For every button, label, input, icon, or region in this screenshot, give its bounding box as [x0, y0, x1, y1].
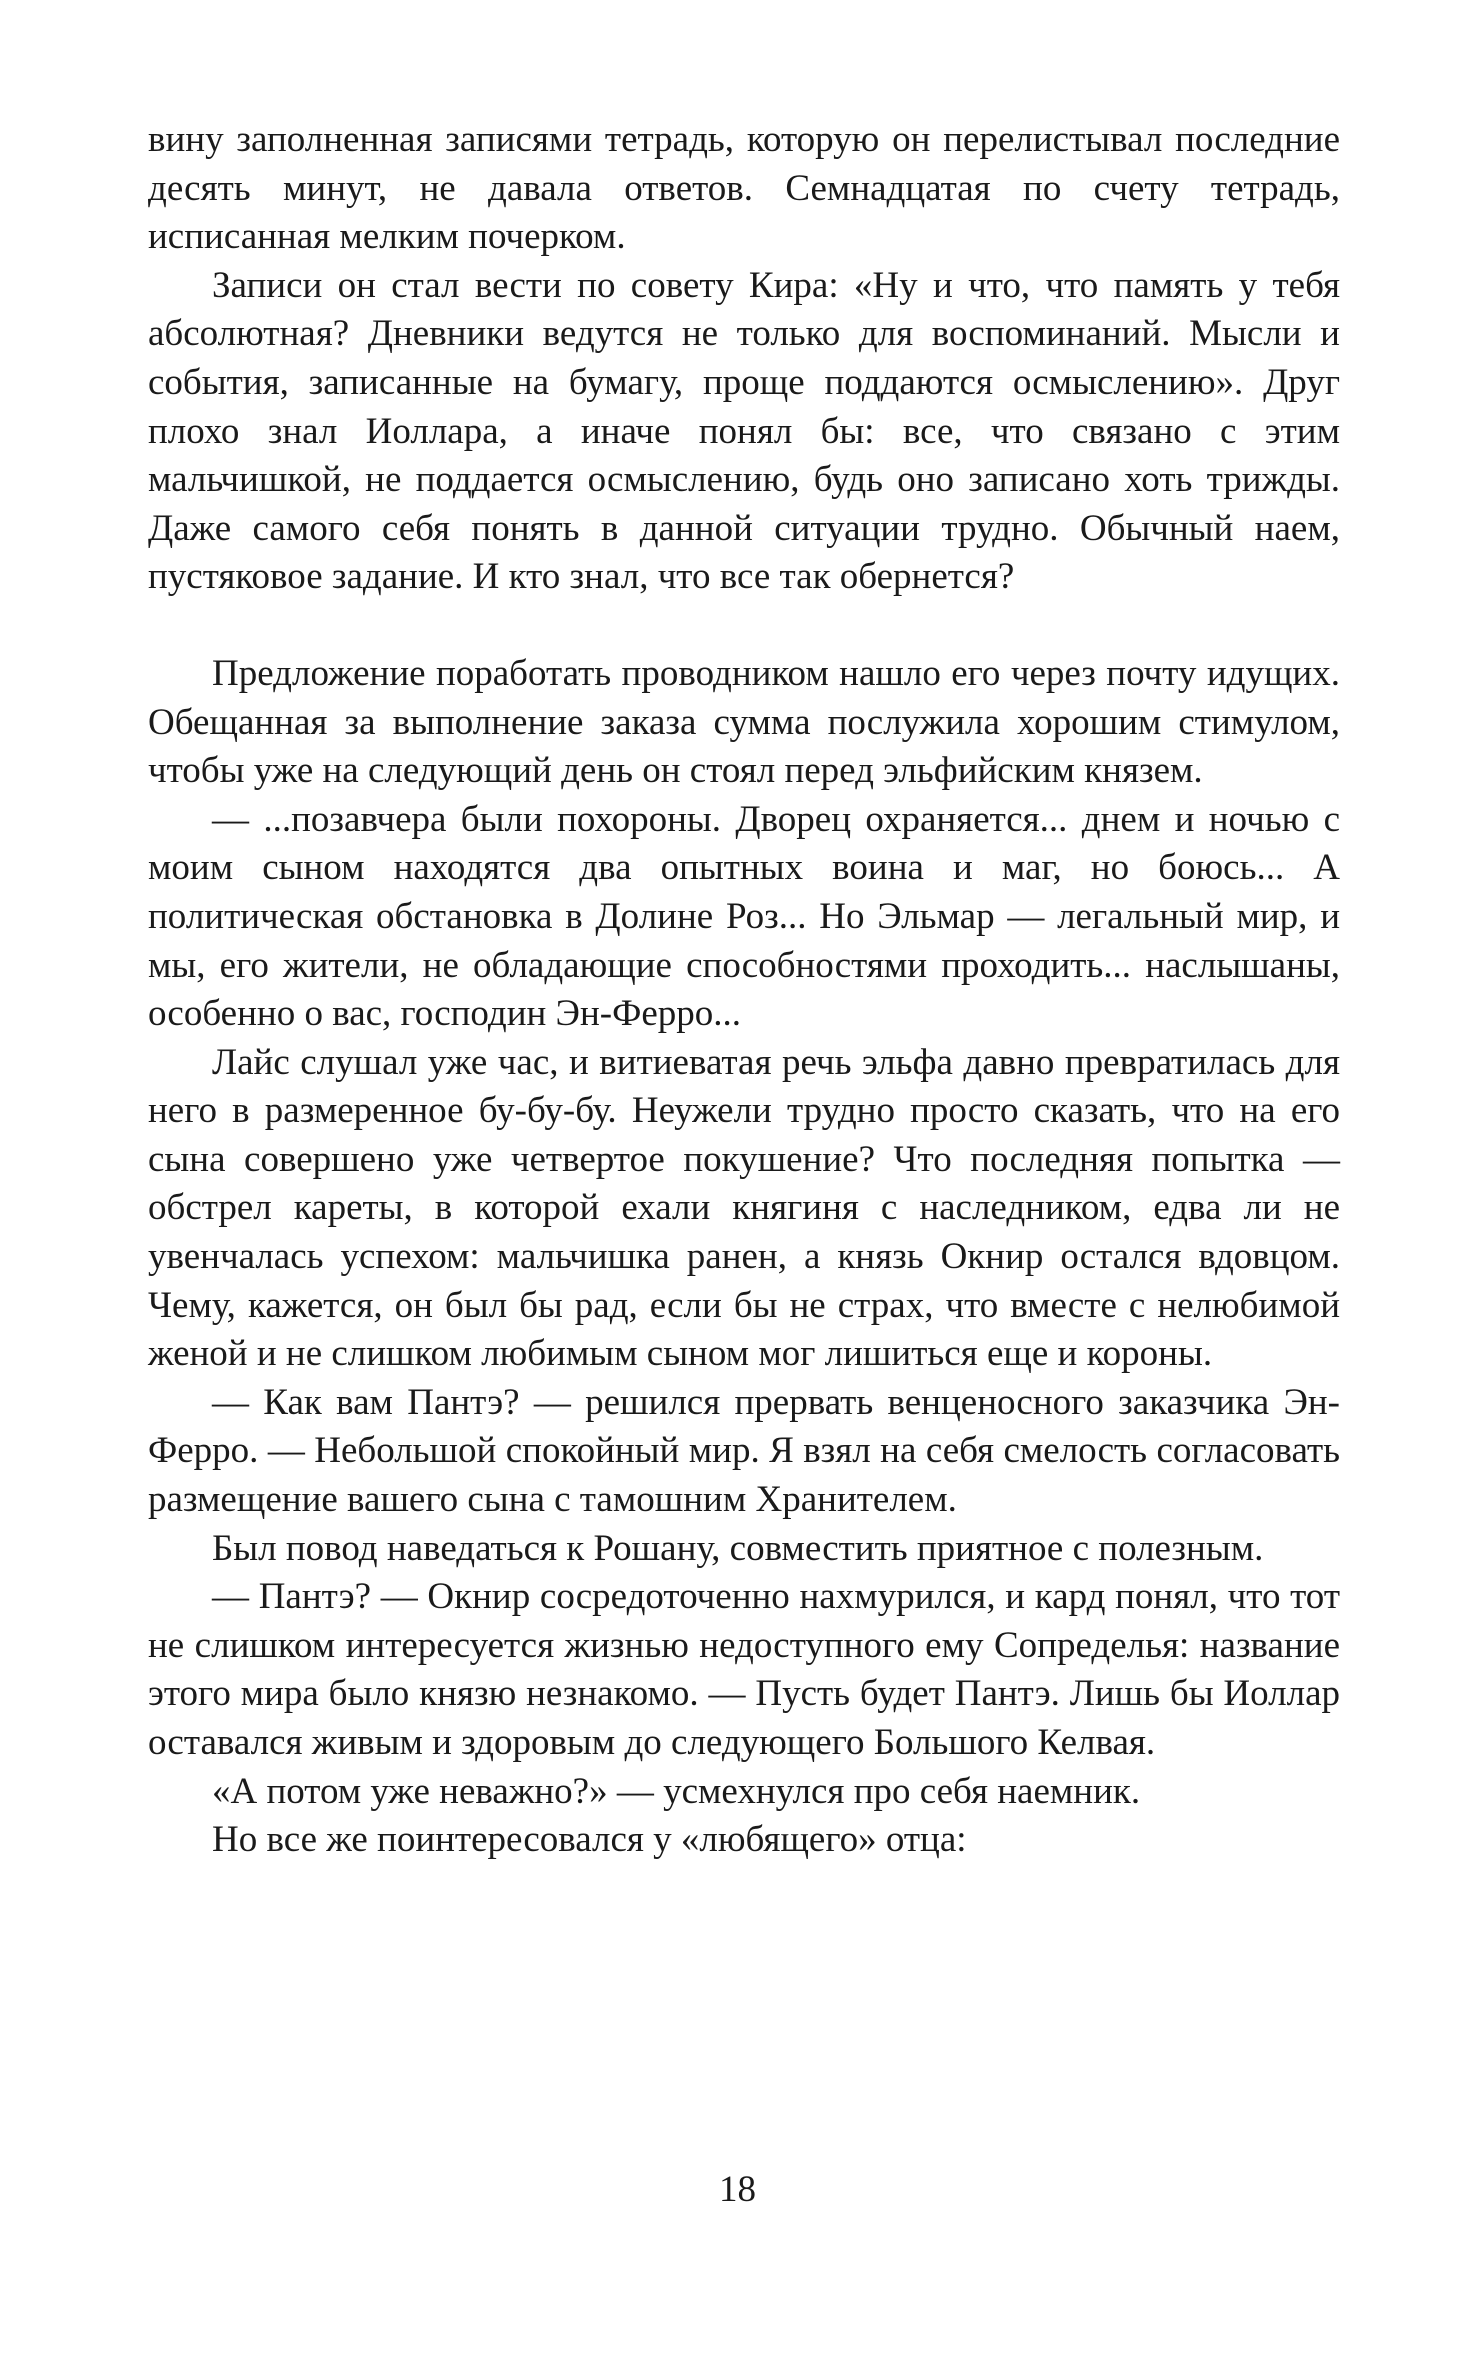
section-break — [148, 602, 1340, 650]
paragraph: Лайс слушал уже час, и витиеватая речь эльфа давно превратилась для него в размеренное бу-бу-бу. Неужели трудно просто сказать, что на его сына совершено уже четвертое покушение? Что последняя попытка — обстрел кареты, в которой ехали княгиня с наследником, едва ли не увенчалась успехом: мальчишка ранен, а князь Окнир остался вдовцом. Чему, кажется, он был бы рад, если бы не страх, что вместе с нелюбимой женой и не слишком любимым сыном мог лишиться еще и короны. — [148, 1041, 1340, 1375]
paragraph: Был повод наведаться к Рошану, совместить приятное с полезным. — [212, 1527, 1264, 1569]
page-body — [148, 116, 1340, 1865]
dialogue-paragraph: — Пантэ? — Окнир сосредоточенно нахмурился, и кард понял, что тот не слишком интересуется жизнью недоступного ему Сопределья: название этого мира было князю незнакомо. — Пусть будет Пантэ. Лишь бы Иоллар оставался живым и здоровым до следующего Большого Келвая. — [148, 1576, 1340, 1763]
paragraph: «А потом уже неважно?» — усмехнулся про себя наемник. — [212, 1770, 1141, 1812]
page-number: 18 — [719, 2169, 756, 2210]
paragraph-continued: вину заполненная записями тетрадь, которую он перелистывал последние десять минут, не давала ответов. Семнадцатая по счету тетрадь, исписанная мелким почерком. — [148, 119, 1340, 258]
paragraph: Записи он стал вести по совету Кира: «Ну и что, что память у тебя абсолютная? Дневники ведутся не только для воспоминаний. Мысли и события, записанные на бумагу, проще поддаются осмыслению». Друг плохо знал Иоллара, а иначе понял бы: все, что связано с этим мальчишкой, не поддается осмыслению, будь оно записано хоть трижды. Даже самого себя понять в данной ситуации трудно. Обычный наем, пустяковое задание. И кто знал, что все так обернется? — [148, 264, 1340, 598]
paragraph: Предложение поработать проводником нашло его через почту идущих. Обещанная за выполнение заказа сумма послужила хорошим стимулом, чтобы уже на следующий день он стоял перед эльфийским князем. — [148, 652, 1340, 792]
paragraph: Но все же поинтересовался у «любящего» отца: — [212, 1819, 967, 1861]
dialogue-paragraph: — Как вам Пантэ? — решился прервать венценосного заказчика Эн-Ферро. — Небольшой спокойный мир. Я взял на себя смелость согласовать размещение вашего сына с тамошним Хранителем. — [148, 1381, 1340, 1521]
dialogue-paragraph: — ...позавчера были похороны. Дворец охраняется... днем и ночью с моим сыном находятся два опытных воина и маг, но боюсь... А политическая обстановка в Долине Роз... Но Эльмар — легальный мир, и мы, его жители, не обладающие способностями проходить... наслышаны, особенно о вас, господин Эн-Ферро... — [148, 798, 1340, 1035]
